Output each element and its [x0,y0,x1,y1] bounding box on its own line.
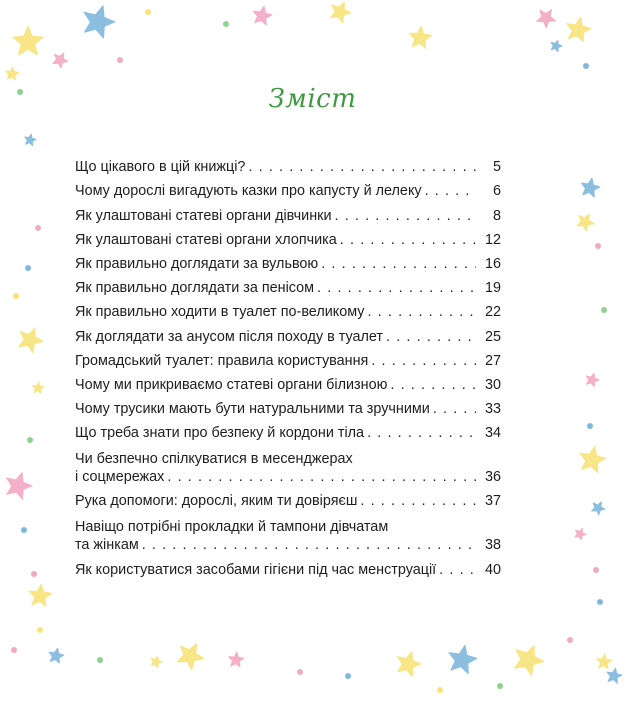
dot-icon [27,437,33,443]
toc-entry-title [75,158,476,176]
dot-icon [597,599,603,605]
star-icon [581,178,600,197]
dot-icon [145,9,151,15]
toc-entry-title-line: Як користуватися засобами гігієни під час менструації [75,561,437,578]
dot-icon [595,243,601,249]
toc-entry[interactable] [75,486,501,510]
star-icon [177,644,204,670]
dot-leader [368,352,476,370]
star-icon [586,373,599,386]
toc-entry-page-number: 8 [492,207,501,224]
star-icon [331,2,351,23]
dot-leader [430,400,476,418]
toc-entry[interactable] [75,249,501,273]
toc-entry-title-line: Що цікавого в цій книжці? [75,159,246,176]
toc-entry-page-number: 5 [492,159,501,176]
star-icon [397,652,421,677]
dot-icon [297,669,303,675]
dot-icon [11,647,17,653]
dot-leader [245,158,476,176]
toc-entry-page-number: 25 [484,328,501,345]
toc-entry-title [75,279,476,297]
dot-icon [117,57,123,63]
dot-leader [422,182,476,200]
dot-icon [25,265,31,271]
dot-leader [364,424,476,442]
toc-entry-title-line: Чому дорослі вигадують казки про капусту й лелеку [75,183,422,200]
dot-leader [383,328,476,346]
toc-entry[interactable] [75,418,501,442]
toc-entry-page-number: 27 [484,352,501,369]
star-icon [84,6,115,38]
toc-entry[interactable] [75,321,501,345]
toc-entry-page-number: 19 [484,280,501,297]
toc-entry-title [75,376,476,394]
toc-entry-title [75,424,476,442]
dot-icon [587,423,593,429]
dot-icon [497,683,503,689]
toc-entry-page-number: 22 [484,304,501,321]
star-icon [449,645,477,673]
toc-entry-title-line: Чому ми прикриваємо статеві органи білизною [75,376,388,393]
table-of-contents [75,152,501,579]
toc-entry[interactable] [75,152,501,176]
dot-icon [223,21,229,27]
toc-entry[interactable] [75,273,501,297]
toc-entry-title-line: Як правильно ходити в туалет по-великому [75,304,365,321]
toc-entry[interactable] [75,346,501,370]
toc-entry-title [75,303,476,321]
dot-leader [164,468,476,486]
toc-entry[interactable] [75,510,501,554]
toc-entry[interactable] [75,176,501,200]
dot-leader [139,536,476,554]
dot-icon [593,567,599,573]
toc-entry-page-number: 38 [484,537,501,554]
page-title: Зміст [268,84,357,114]
dot-icon [21,527,27,533]
toc-entry-title-line: Рука допомоги: дорослі, яким ти довіряєш [75,493,358,510]
toc-entry-title-line: Як улаштовані статеві органи хлопчика [75,231,337,248]
toc-entry[interactable] [75,554,501,578]
toc-entry[interactable] [75,225,501,249]
dot-leader [332,207,477,225]
star-icon [514,645,544,675]
dot-leader [337,231,476,249]
toc-entry-title-line: Громадський туалет: правила користування [75,352,369,369]
star-icon [577,214,594,231]
dot-icon [583,63,589,69]
dot-icon [37,627,43,633]
star-icon [253,6,272,25]
toc-entry-title [75,518,476,554]
toc-entry-title-line: Як правильно доглядати за вульвою [75,255,319,272]
dot-icon [567,637,573,643]
toc-entry-title [75,328,476,346]
dot-leader [357,492,476,510]
dot-leader [314,279,476,297]
dot-leader [436,561,476,579]
toc-entry-title-line: Як доглядати за анусом після походу в туалет [75,328,384,345]
dot-icon [35,225,41,231]
toc-entry-title-line: Чому трусики мають бути натуральними та зручними [75,401,430,418]
toc-entry-page-number: 33 [484,401,501,418]
star-icon [33,382,44,393]
star-icon [53,53,68,68]
toc-entry-title-line: Чи безпечно спілкуватися в месенджерах [75,451,353,468]
star-icon [13,26,43,55]
star-icon [6,67,19,80]
star-icon [580,446,606,472]
star-icon [229,652,244,667]
toc-entry-title [75,400,476,418]
star-icon [25,134,36,145]
toc-entry-page-number: 36 [484,469,501,486]
toc-entry-title-line: і соцмережах [75,469,165,486]
toc-entry-page-number: 40 [484,561,501,578]
dot-leader [318,255,476,273]
toc-entry[interactable] [75,442,501,486]
toc-entry-title-line: Навіщо потрібні прокладки й тампони дівчатам [75,519,389,536]
star-icon [575,529,586,540]
star-icon [592,502,605,515]
toc-entry-page-number: 34 [484,425,501,442]
toc-entry-title [75,255,476,273]
toc-entry[interactable] [75,394,501,418]
toc-entry-page-number: 12 [484,231,501,248]
star-icon [567,17,591,42]
toc-entry-page-number: 30 [484,376,501,393]
toc-entry-title-line: Як правильно доглядати за пенісом [75,280,315,297]
dot-icon [97,657,103,663]
star-icon [29,584,52,606]
star-icon [7,473,32,500]
toc-entry-title-line: Як улаштовані статеві органи дівчинки [75,207,332,224]
dot-icon [601,307,607,313]
toc-entry-title-line: Що треба знати про безпеку й кордони тіла [75,425,365,442]
toc-entry-title [75,352,476,370]
star-icon [409,26,432,48]
dot-icon [345,673,351,679]
star-icon [49,648,64,663]
star-icon [607,668,622,683]
dot-leader [364,303,476,321]
star-icon [551,40,562,51]
toc-entry-title-line: та жінкам [75,537,139,554]
dot-leader [387,376,476,394]
toc-entry-title [75,231,476,249]
toc-entry[interactable] [75,370,501,394]
toc-entry-title [75,182,476,200]
toc-entry[interactable] [75,200,501,224]
star-icon [537,10,556,28]
toc-entry-title [75,450,476,486]
star-icon [597,654,612,669]
star-icon [151,656,162,667]
toc-entry[interactable] [75,297,501,321]
dot-icon [13,293,19,299]
dot-icon [437,687,443,693]
toc-entry-page-number: 37 [484,493,501,510]
dot-icon [31,571,37,577]
star-icon [19,328,43,353]
toc-entry-page-number: 6 [492,183,501,200]
toc-entry-title [75,207,476,225]
toc-entry-title [75,492,476,510]
toc-entry-page-number: 16 [484,255,501,272]
toc-entry-title [75,561,476,579]
